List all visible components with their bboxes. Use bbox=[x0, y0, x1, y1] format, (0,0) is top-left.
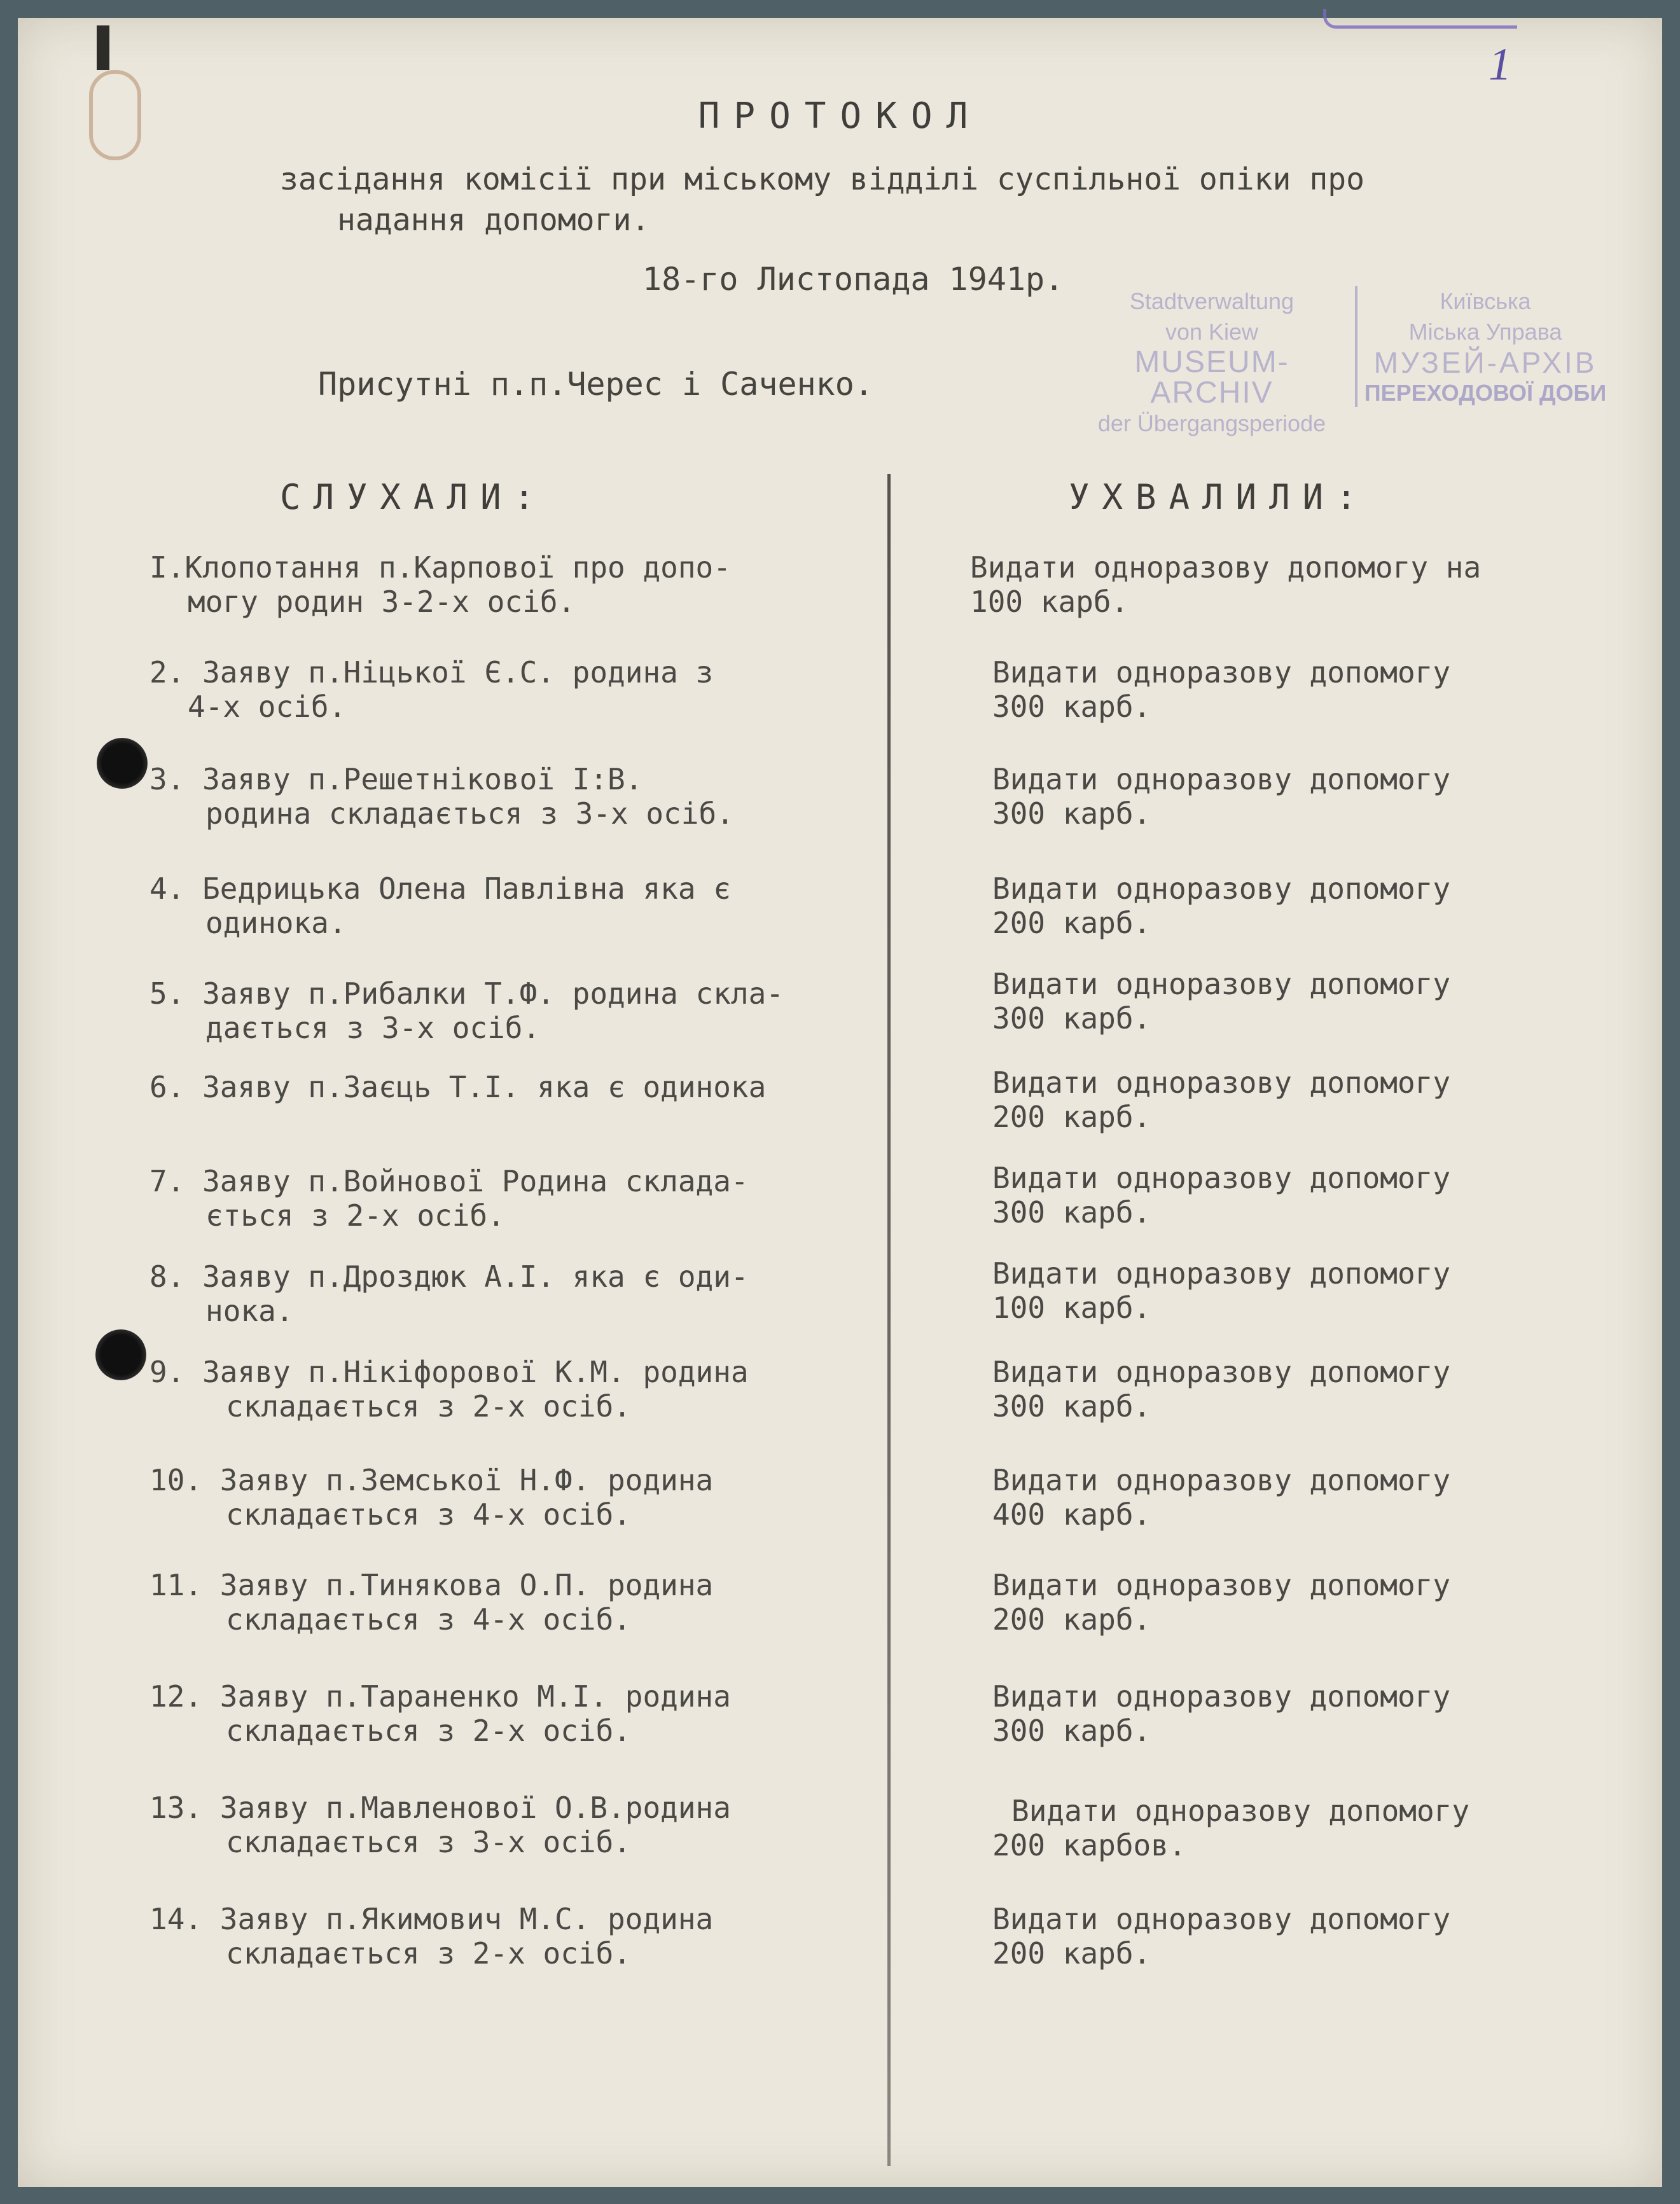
text-line: 300 карб. bbox=[992, 690, 1151, 724]
heard-item bbox=[149, 655, 713, 724]
resolution-item bbox=[970, 550, 1481, 619]
resolution-item bbox=[992, 762, 1450, 831]
text-line: Видати одноразову допомогу bbox=[1011, 1794, 1470, 1828]
text-line: 400 карб. bbox=[992, 1497, 1151, 1532]
punch-hole bbox=[95, 1329, 146, 1380]
heard-item bbox=[149, 1463, 713, 1532]
resolution-item bbox=[992, 1463, 1450, 1532]
resolution-item bbox=[992, 1679, 1450, 1748]
heard-item bbox=[149, 762, 734, 831]
stamp-de-line-3: MUSEUM-ARCHIV bbox=[1134, 345, 1289, 410]
stamp-ua-line-1: Київська bbox=[1440, 288, 1531, 314]
heard-item bbox=[149, 1355, 749, 1424]
text-line: складається з 2-х осіб. bbox=[226, 1936, 631, 1971]
punch-hole bbox=[97, 738, 148, 789]
text-line: одинока. bbox=[205, 906, 347, 940]
resolution-item bbox=[992, 655, 1450, 724]
subtitle-line-2: надання допомоги. bbox=[337, 202, 650, 238]
resolution-item bbox=[992, 967, 1450, 1036]
text-line: 11. Заяву п.Тинякова О.П. родина bbox=[149, 1568, 714, 1602]
text-line: 5. Заяву п.Рибалки Т.Ф. родина скла- bbox=[149, 976, 784, 1011]
text-line: 300 карб. bbox=[992, 1001, 1151, 1036]
text-line: Видати одноразову допомогу bbox=[992, 1161, 1451, 1195]
resolution-item bbox=[992, 1256, 1450, 1325]
text-line: 200 карб. bbox=[992, 1100, 1151, 1134]
document-subtitle bbox=[280, 159, 1489, 240]
heard-item bbox=[149, 1679, 731, 1748]
text-line: 8. Заяву п.Дроздюк А.І. яка є оди- bbox=[149, 1259, 749, 1294]
resolved-column-heading: УХВАЛИЛИ: bbox=[1069, 477, 1370, 517]
resolution-item bbox=[992, 1065, 1450, 1134]
text-line: 10. Заяву п.Земської Н.Ф. родина bbox=[149, 1463, 714, 1497]
heard-item bbox=[149, 550, 731, 619]
text-line: складається з 4-х осіб. bbox=[226, 1602, 631, 1637]
text-line: 2. Заяву п.Ніцької Є.С. родина з bbox=[149, 655, 714, 690]
stamp-german bbox=[1075, 286, 1349, 439]
text-line: 200 карб. bbox=[992, 1602, 1151, 1637]
resolution-item bbox=[992, 1794, 1469, 1862]
text-line: 9. Заяву п.Нікіфорової К.М. родина bbox=[149, 1355, 749, 1389]
text-line: нока. bbox=[205, 1294, 294, 1328]
text-line: складається з 2-х осіб. bbox=[226, 1714, 631, 1748]
text-line: родина складається з 3-х осіб. bbox=[205, 796, 734, 831]
text-line: дається з 3-х осіб. bbox=[205, 1011, 541, 1045]
text-line: І.Клопотання п.Карпової про допо- bbox=[149, 550, 731, 585]
text-line: складається з 3-х осіб. bbox=[226, 1825, 631, 1859]
stamp-ua-line-2: Міська Управа bbox=[1408, 319, 1562, 345]
text-line: 300 карб. bbox=[992, 1195, 1151, 1230]
text-line: 100 карб. bbox=[970, 585, 1129, 619]
text-line: Видати одноразову допомогу bbox=[992, 967, 1451, 1001]
text-line: 3. Заяву п.Решетнікової І:В. bbox=[149, 762, 643, 796]
text-line: 200 карб. bbox=[992, 906, 1151, 940]
document-title: ПРОТОКОЛ bbox=[698, 95, 982, 137]
text-line: могу родин 3-2-х осіб. bbox=[188, 585, 576, 619]
text-line: 6. Заяву п.Заєць Т.І. яка є одинока bbox=[149, 1070, 767, 1104]
text-line: 100 карб. bbox=[992, 1291, 1151, 1325]
text-line: Видати одноразову допомогу bbox=[992, 1256, 1451, 1291]
text-line: 13. Заяву п.Мавленової О.В.родина bbox=[149, 1791, 731, 1825]
heard-item bbox=[149, 976, 784, 1045]
text-line: Видати одноразову допомогу bbox=[992, 1679, 1451, 1714]
subtitle-line-1: засідання комісії при міському відділі суспільної опіки про bbox=[280, 162, 1365, 197]
heard-item bbox=[149, 1568, 713, 1637]
text-line: складається з 2-х осіб. bbox=[226, 1389, 631, 1424]
stamp-ua-line-3: МУЗЕЙ-АРХІВ bbox=[1373, 346, 1597, 379]
stamp-de-line-4: der Übergangsperiode bbox=[1097, 410, 1326, 436]
text-line: Видати одноразову допомогу bbox=[992, 1568, 1451, 1602]
heard-item bbox=[149, 1259, 749, 1328]
text-line: 12. Заяву п.Тараненко М.І. родина bbox=[149, 1679, 731, 1714]
text-line: 200 карб. bbox=[992, 1936, 1151, 1971]
text-line: 7. Заяву п.Войнової Родина склада- bbox=[149, 1164, 749, 1198]
text-line: Видати одноразову допомогу bbox=[992, 655, 1451, 690]
text-line: 200 карбов. bbox=[992, 1828, 1186, 1862]
binding-mark bbox=[97, 25, 109, 70]
stamp-ua-line-4: ПЕРЕХОДОВОЇ ДОБИ bbox=[1364, 380, 1607, 406]
text-line: Видати одноразову допомогу bbox=[992, 1355, 1451, 1389]
column-divider bbox=[887, 474, 891, 2166]
page-number: 1 bbox=[1489, 39, 1511, 90]
heard-column-heading: СЛУХАЛИ: bbox=[280, 477, 548, 517]
heard-item bbox=[149, 1902, 713, 1971]
text-line: ється з 2-х осіб. bbox=[205, 1198, 505, 1233]
resolution-item bbox=[992, 1902, 1450, 1971]
stamp-ukrainian bbox=[1361, 286, 1609, 408]
attendees: Присутні п.п.Черес і Саченко. bbox=[318, 366, 873, 403]
text-line: 4. Бедрицька Олена Павлівна яка є bbox=[149, 871, 731, 906]
resolution-item bbox=[992, 1161, 1450, 1230]
heard-item bbox=[149, 1164, 749, 1233]
document-date: 18-го Листопада 1941р. bbox=[642, 261, 1064, 298]
text-line: 14. Заяву п.Якимович М.С. родина bbox=[149, 1902, 714, 1936]
text-line: 300 карб. bbox=[992, 1714, 1151, 1748]
heard-item bbox=[149, 871, 731, 940]
stamp-divider bbox=[1355, 286, 1357, 407]
stamp-de-line-2: von Kiew bbox=[1165, 319, 1259, 345]
text-line: Видати одноразову допомогу bbox=[992, 1902, 1451, 1936]
resolution-item bbox=[992, 1568, 1450, 1637]
resolution-item bbox=[992, 871, 1450, 940]
text-line: Видати одноразову допомогу bbox=[992, 762, 1451, 796]
text-line: Видати одноразову допомогу на bbox=[970, 550, 1482, 585]
text-line: складається з 4-х осіб. bbox=[226, 1497, 631, 1532]
heard-item bbox=[149, 1791, 731, 1859]
text-line: 300 карб. bbox=[992, 1389, 1151, 1424]
text-line: Видати одноразову допомогу bbox=[992, 871, 1451, 906]
heard-item bbox=[149, 1070, 766, 1104]
archive-stamp bbox=[1075, 286, 1609, 436]
stamp-de-line-1: Stadtverwaltung bbox=[1129, 288, 1295, 314]
resolution-item bbox=[992, 1355, 1450, 1424]
text-line: 300 карб. bbox=[992, 796, 1151, 831]
pencil-mark bbox=[1323, 9, 1517, 29]
text-line: Видати одноразову допомогу bbox=[992, 1065, 1451, 1100]
text-line: 4-х осіб. bbox=[188, 690, 347, 724]
text-line: Видати одноразову допомогу bbox=[992, 1463, 1451, 1497]
